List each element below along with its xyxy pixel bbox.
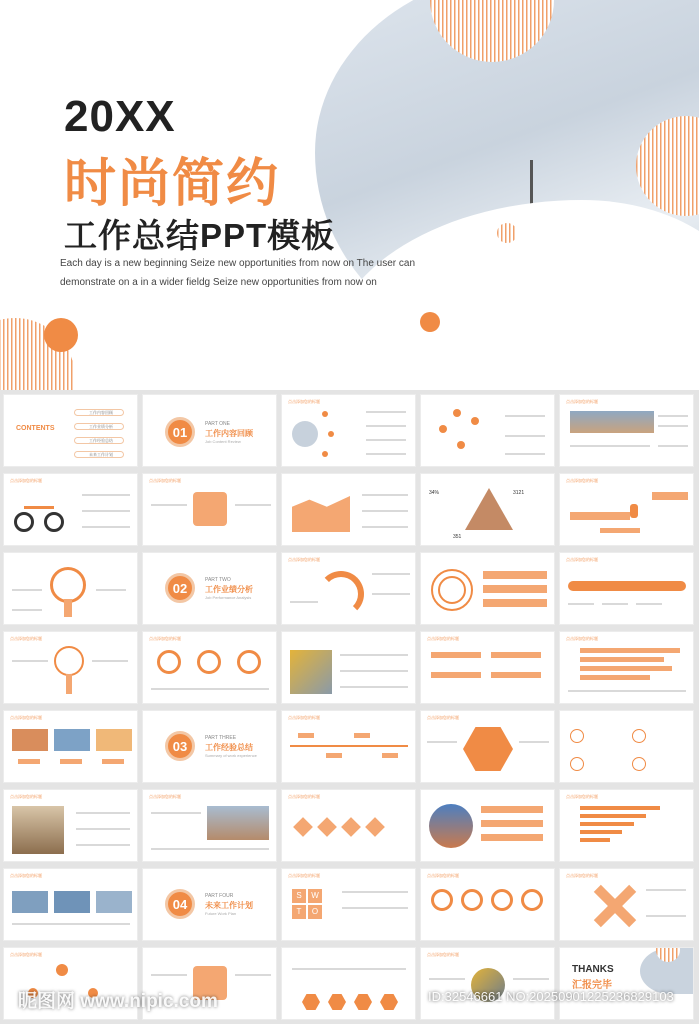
desert-photo	[12, 729, 48, 751]
node-dot	[322, 411, 328, 417]
label-bar	[491, 652, 541, 658]
slide-header: 点击添加您的标题	[566, 794, 598, 799]
slide-pin-network[interactable]	[420, 394, 555, 467]
hbar	[580, 830, 622, 834]
section-en: PART ONE	[205, 421, 231, 427]
text-line	[292, 968, 406, 970]
text-line	[235, 974, 271, 976]
slide-header: 点击添加您的标题	[427, 873, 459, 878]
timeline-tag	[298, 733, 314, 738]
slide-icon-list[interactable]	[559, 710, 694, 783]
slide-header: 点击添加您的标题	[566, 478, 598, 483]
thanks-en: THANKS	[572, 964, 614, 975]
text-line	[570, 445, 650, 447]
hex-node	[302, 994, 320, 1010]
text-line	[342, 907, 408, 909]
slide-bicycle[interactable]	[3, 473, 138, 546]
text-line	[362, 494, 408, 496]
text-line	[513, 978, 549, 980]
arc-chart	[318, 571, 364, 617]
text-line	[505, 435, 545, 437]
hex-node	[354, 994, 372, 1010]
slide-header: 点击添加您的标题	[10, 873, 42, 878]
slide-rover[interactable]	[3, 789, 138, 862]
text-line	[568, 690, 686, 692]
text-line	[151, 688, 269, 690]
slide-tree[interactable]	[3, 631, 138, 704]
slide-header: 点击添加您的标题	[566, 557, 598, 562]
hero-cover	[0, 0, 699, 390]
helmet-photo	[290, 650, 332, 694]
gauge-chart	[491, 889, 513, 911]
text-line	[519, 741, 549, 743]
text-line	[151, 812, 201, 814]
hbar	[580, 822, 634, 826]
label-bar	[431, 652, 481, 658]
text-line	[366, 453, 406, 455]
text-line	[505, 415, 545, 417]
slide-header: 点击添加您的标题	[288, 399, 320, 404]
chart-icon	[632, 729, 646, 743]
hbar	[580, 666, 672, 671]
pin-icon	[453, 409, 461, 417]
slide-circle-photo-list[interactable]	[281, 394, 416, 467]
diamond-shape	[365, 817, 385, 837]
slide-header: 点击添加您的标题	[149, 794, 181, 799]
text-line	[235, 504, 271, 506]
cover-desc-line2: demonstrate on a in a wider fieldg Seize new opportunities from now on	[60, 277, 377, 288]
timeline-tag	[326, 753, 342, 758]
slide-header: 点击添加您的标题	[288, 557, 320, 562]
donut-chart	[157, 650, 181, 674]
section-cn: 未来工作计划	[205, 901, 253, 910]
label-box	[60, 759, 82, 764]
slide-section-01[interactable]	[142, 394, 277, 467]
slide-four-gauges[interactable]	[420, 868, 555, 941]
slide-pencil-mind[interactable]	[3, 552, 138, 625]
section-number: 04	[165, 889, 195, 919]
pin-icon	[457, 441, 465, 449]
text-line	[636, 603, 662, 605]
text-line	[76, 812, 130, 814]
slide-hex-row[interactable]	[281, 947, 416, 1020]
target-icon	[570, 757, 584, 771]
hex-node	[328, 994, 346, 1010]
landscape-photo	[207, 806, 269, 840]
watermark-right: ID:32546661 NO:20250901225236829103	[428, 989, 674, 1004]
cover-title: 时尚简约	[64, 155, 281, 213]
hbar	[580, 806, 660, 810]
slide-header: 点击添加您的标题	[288, 873, 320, 878]
slide-circle-photo-bars[interactable]	[420, 789, 555, 862]
gauge-chart	[431, 889, 453, 911]
thanks-cn: 汇报完毕	[572, 980, 612, 991]
slide-concentric-rings[interactable]	[420, 552, 555, 625]
puzzle-block	[193, 492, 227, 526]
slide-three-photos-2[interactable]	[3, 868, 138, 941]
section-en: PART THREE	[205, 735, 237, 741]
process-arrow	[568, 581, 686, 591]
label-bar	[431, 672, 481, 678]
text-line	[429, 978, 465, 980]
slide-diamonds[interactable]	[281, 789, 416, 862]
slide-bar-chart[interactable]	[559, 631, 694, 704]
stat-value: 351	[453, 534, 462, 540]
tree-trunk	[66, 674, 72, 694]
swot-t: T	[292, 905, 306, 919]
text-line	[362, 510, 408, 512]
slide-header: 点击添加您的标题	[10, 636, 42, 641]
slide-triangle-stats[interactable]	[420, 473, 555, 546]
text-line	[96, 589, 126, 591]
contents-item: 工作经验总结	[74, 437, 124, 444]
gauge-chart	[461, 889, 483, 911]
bicycle-frame	[24, 506, 54, 509]
text-line	[12, 923, 130, 925]
tree-crown	[54, 646, 84, 676]
slide-header: 点击添加您的标题	[10, 794, 42, 799]
text-line	[76, 828, 130, 830]
slide-swot[interactable]	[281, 868, 416, 941]
section-en: PART FOUR	[205, 893, 234, 899]
diamond-shape	[293, 817, 313, 837]
text-line	[12, 609, 42, 611]
text-line	[12, 660, 48, 662]
slide-section-03[interactable]	[142, 710, 277, 783]
text-line	[151, 848, 269, 850]
slide-header: 点击添加您的标题	[10, 715, 42, 720]
rig-photo	[54, 891, 90, 913]
slide-thanks[interactable]	[559, 947, 694, 1020]
slide-process-flow[interactable]	[559, 552, 694, 625]
text-line	[342, 891, 408, 893]
slide-arrows-runner[interactable]	[559, 473, 694, 546]
area-shape	[292, 496, 350, 532]
slide-header: 点击添加您的标题	[149, 636, 181, 641]
circle-photo	[292, 421, 318, 447]
hbar	[580, 838, 610, 842]
slide-timeline[interactable]	[281, 710, 416, 783]
section-en: PART TWO	[205, 577, 231, 583]
text-line	[362, 526, 408, 528]
section-number: 03	[165, 731, 195, 761]
slide-x-diagram[interactable]	[559, 868, 694, 941]
triangle-photo	[465, 488, 513, 530]
orange-dot-center	[420, 312, 440, 332]
section-cn: 工作内容回顾	[205, 429, 253, 438]
text-line	[505, 453, 545, 455]
section-cn: 工作经验总结	[205, 743, 253, 752]
cover-subtitle: 工作总结PPT模板	[64, 217, 336, 254]
slide-puzzle[interactable]	[142, 473, 277, 546]
pin-icon	[439, 425, 447, 433]
text-line	[151, 974, 187, 976]
hbar	[580, 675, 650, 680]
label-box	[483, 599, 547, 607]
slide-header: 点击添加您的标题	[427, 952, 459, 957]
orange-dot-left	[44, 318, 78, 352]
rover-photo	[12, 806, 64, 854]
slide-header: 点击添加您的标题	[566, 399, 598, 404]
section-number: 02	[165, 573, 195, 603]
text-line	[372, 593, 410, 595]
text-line	[427, 741, 457, 743]
stat-value: 3121	[513, 490, 525, 496]
runner-icon	[630, 504, 638, 518]
pencil-body	[64, 599, 72, 617]
text-line	[646, 915, 686, 917]
pin-icon	[471, 417, 479, 425]
text-line	[658, 445, 688, 447]
slide-hexagon[interactable]	[420, 710, 555, 783]
slide-area-shapes[interactable]	[281, 473, 416, 546]
label-bar	[491, 672, 541, 678]
slide-header: 点击添加您的标题	[10, 952, 42, 957]
sunset-photo	[96, 729, 132, 751]
cover-desc-line1: Each day is a new beginning Seize new opportunities from now on The user can	[60, 258, 416, 269]
label-box	[481, 820, 543, 827]
slide-header: 点击添加您的标题	[288, 794, 320, 799]
sea-photo	[96, 891, 132, 913]
hbar	[580, 648, 680, 653]
label-box	[600, 528, 640, 533]
text-line	[602, 603, 628, 605]
label-box	[18, 759, 40, 764]
text-line	[340, 654, 408, 656]
slide-three-donuts[interactable]	[142, 631, 277, 704]
timeline-tag	[382, 753, 398, 758]
slide-label-bars[interactable]	[420, 631, 555, 704]
contents-title: CONTENTS	[16, 425, 55, 432]
text-line	[340, 686, 408, 688]
slide-section-02[interactable]	[142, 552, 277, 625]
text-line	[658, 415, 688, 417]
text-line	[82, 510, 130, 512]
section-small: Future Work Plan	[205, 911, 237, 916]
pencil-head-circle	[50, 567, 86, 603]
user-icon	[632, 757, 646, 771]
diamond-shape	[317, 817, 337, 837]
slide-hbar-chart[interactable]	[559, 789, 694, 862]
arrow-chevrons	[570, 512, 630, 520]
slide-section-04[interactable]	[142, 868, 277, 941]
bicycle-wheel	[14, 512, 34, 532]
slide-header: 点击添加您的标题	[10, 478, 42, 483]
slide-landscape[interactable]	[142, 789, 277, 862]
text-line	[366, 411, 406, 413]
megaphone-icon	[570, 729, 584, 743]
label-box	[652, 492, 688, 500]
label-box	[102, 759, 124, 764]
slide-header: 点击添加您的标题	[427, 715, 459, 720]
text-line	[82, 526, 130, 528]
hbar	[580, 657, 664, 662]
text-line	[366, 439, 406, 441]
ring-inner	[438, 576, 466, 604]
text-line	[92, 660, 128, 662]
text-line	[151, 504, 187, 506]
section-number: 01	[165, 417, 195, 447]
flow-node	[56, 964, 68, 976]
node-dot	[322, 451, 328, 457]
hex-node	[380, 994, 398, 1010]
section-small: Job Content Review	[205, 439, 241, 444]
circle-photo	[429, 804, 473, 848]
node-dot	[328, 431, 334, 437]
text-line	[658, 425, 688, 427]
striped-circle-small	[497, 223, 517, 243]
slide-header: 点击添加您的标题	[288, 715, 320, 720]
contents-item: 工作业绩分析	[74, 423, 124, 430]
text-line	[76, 844, 130, 846]
slide-header: 点击添加您的标题	[149, 478, 181, 483]
timeline-tag	[354, 733, 370, 738]
hexagon-shape	[463, 727, 513, 771]
slide-three-photos[interactable]	[3, 710, 138, 783]
oil-rig-photo	[570, 411, 654, 433]
cover-year: 20XX	[64, 92, 176, 141]
label-box	[483, 571, 547, 579]
label-box	[481, 834, 543, 841]
hbar	[580, 814, 646, 818]
slide-arc-chart[interactable]	[281, 552, 416, 625]
text-line	[646, 889, 686, 891]
contents-item: 未来工作计划	[74, 451, 124, 458]
stat-percent: 34%	[429, 490, 440, 496]
slide-contents[interactable]	[3, 394, 138, 467]
label-box	[483, 585, 547, 593]
slide-helmet-photo[interactable]	[281, 631, 416, 704]
beach-photo	[54, 729, 90, 751]
watermark-left: 昵图网 www.nipic.com	[18, 991, 218, 1012]
section-small: Job Performance Analysis	[205, 595, 252, 600]
swot-s: S	[292, 889, 306, 903]
donut-chart	[197, 650, 221, 674]
diamond-shape	[341, 817, 361, 837]
swot-o: O	[308, 905, 322, 919]
label-box	[481, 806, 543, 813]
gauge-chart	[521, 889, 543, 911]
text-line	[12, 589, 42, 591]
timeline-line	[290, 745, 408, 747]
text-line	[372, 573, 410, 575]
section-cn: 工作业绩分析	[205, 585, 253, 594]
slide-header: 点击添加您的标题	[427, 636, 459, 641]
slide-banner-photo[interactable]	[559, 394, 694, 467]
swot-w: W	[308, 889, 322, 903]
text-line	[366, 425, 406, 427]
text-line	[340, 670, 408, 672]
ship-photo	[12, 891, 48, 913]
contents-item: 工作内容回顾	[74, 409, 124, 416]
slide-hardhat[interactable]	[420, 947, 555, 1020]
text-line	[568, 603, 594, 605]
donut-chart	[237, 650, 261, 674]
section-small: Summary of work experience	[205, 753, 257, 758]
text-line	[82, 494, 130, 496]
bicycle-wheel	[44, 512, 64, 532]
slide-header: 点击添加您的标题	[566, 636, 598, 641]
slide-header: 点击添加您的标题	[566, 873, 598, 878]
text-line	[290, 601, 318, 603]
